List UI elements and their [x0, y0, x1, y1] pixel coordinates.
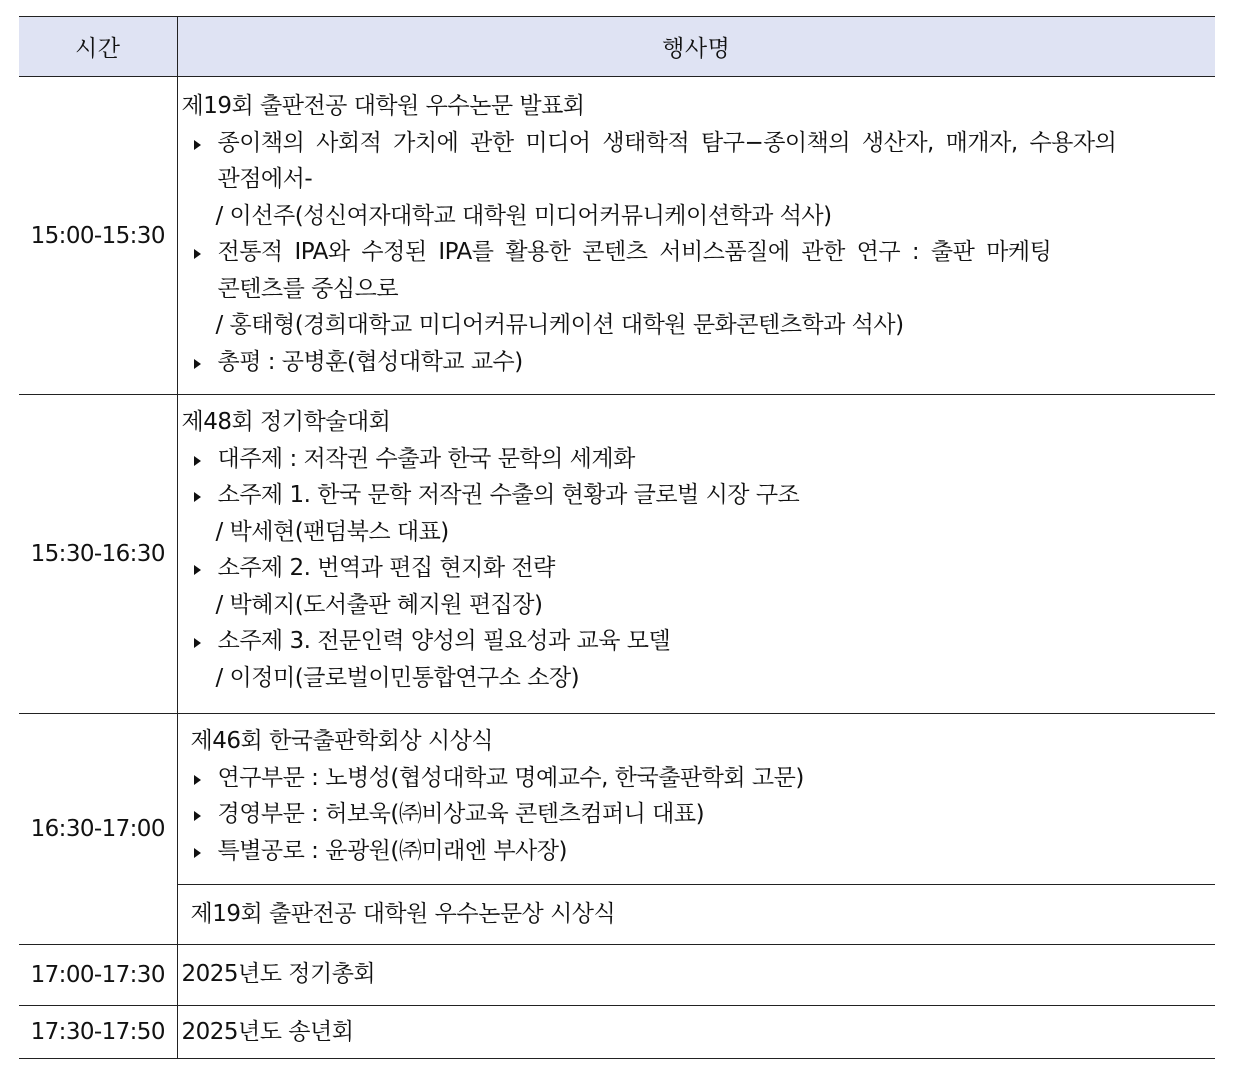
bullet-triangle-icon	[194, 359, 201, 369]
bullet-triangle-icon	[194, 848, 201, 858]
event-title: 2025년도 송년회	[181, 1019, 354, 1045]
bullet-triangle-icon	[194, 249, 201, 259]
event-cell	[177, 1006, 1215, 1059]
list-item: 특별공로 : 윤광원(㈜미래엔 부사장)	[178, 833, 1216, 870]
presenter: / 박세현(팬덤북스 대표)	[215, 518, 449, 545]
time-cell: 15:00-15:30	[19, 77, 177, 395]
event-cell	[177, 945, 1215, 1006]
list-item: 소주제 1. 한국 문학 저작권 수출의 현황과 글로벌 시장 구조	[178, 477, 1216, 514]
presenter: / 박혜지(도서출판 혜지원 편집장)	[215, 591, 543, 618]
list-item-continuation: 콘텐츠를 중심으로	[217, 275, 399, 302]
time-cell: 15:30-16:30	[19, 395, 177, 714]
bullet-triangle-icon	[194, 140, 201, 150]
list-item-continuation: 관점에서-	[217, 166, 313, 192]
table-row	[19, 77, 1215, 395]
bullet-triangle-icon	[194, 775, 201, 785]
bullet-triangle-icon	[194, 565, 201, 575]
header-time: 시간	[19, 17, 177, 77]
presenter: / 홍태형(경희대학교 미디어커뮤니케이션 대학원 문화콘텐츠학과 석사)	[215, 312, 904, 338]
table-row	[19, 885, 1215, 945]
table-row	[19, 714, 1215, 885]
event-cell	[177, 395, 1215, 714]
time-cell: 17:00-17:30	[19, 945, 177, 1006]
list-item: 연구부문 : 노병성(협성대학교 명예교수, 한국출판학회 고문)	[178, 760, 1216, 797]
bullet-triangle-icon	[194, 492, 201, 502]
presenter: / 이선주(성신여자대학교 대학원 미디어커뮤니케이션학과 석사)	[215, 202, 832, 229]
event-title: 제46회 한국출판학회상 시상식	[190, 728, 494, 754]
table-row	[19, 945, 1215, 1006]
event-cell	[177, 77, 1215, 395]
bullet-triangle-icon	[194, 638, 201, 648]
list-item: 전통적 IPA와 수정된 IPA를 활용한 콘텐츠 서비스품질에 관한 연구 : 출판 마케팅	[178, 234, 1216, 271]
event-title: 2025년도 정기총회	[181, 961, 376, 987]
time-cell: 17:30-17:50	[19, 1006, 177, 1059]
bullet-triangle-icon	[194, 456, 201, 466]
list-item: 소주제 3. 전문인력 양성의 필요성과 교육 모델	[178, 623, 1216, 660]
event-title: 제19회 출판전공 대학원 우수논문 발표회	[181, 93, 585, 119]
table-header-row	[19, 17, 1215, 77]
table-row	[19, 1006, 1215, 1059]
event-cell	[177, 885, 1215, 945]
event-cell	[177, 714, 1215, 885]
header-event: 행사명	[177, 17, 1215, 77]
event-title: 제48회 정기학술대회	[181, 409, 391, 435]
presenter: / 이정미(글로벌이민통합연구소 소장)	[215, 664, 580, 691]
time-cell: 16:30-17:00	[19, 714, 177, 945]
list-item: 총평 : 공병훈(협성대학교 교수)	[178, 344, 1216, 381]
list-item: 소주제 2. 번역과 편집 현지화 전략	[178, 550, 1216, 587]
list-item: 종이책의 사회적 가치에 관한 미디어 생태학적 탐구−종이책의 생산자, 매개자, 수용자의	[178, 125, 1216, 162]
event-schedule-table	[19, 16, 1215, 1059]
event-title: 제19회 출판전공 대학원 우수논문상 시상식	[190, 901, 616, 927]
bullet-triangle-icon	[194, 811, 201, 821]
list-item: 대주제 : 저작권 수출과 한국 문학의 세계화	[178, 441, 1216, 478]
list-item: 경영부문 : 허보욱(㈜비상교육 콘텐츠컴퍼니 대표)	[178, 796, 1216, 833]
table-row	[19, 395, 1215, 714]
